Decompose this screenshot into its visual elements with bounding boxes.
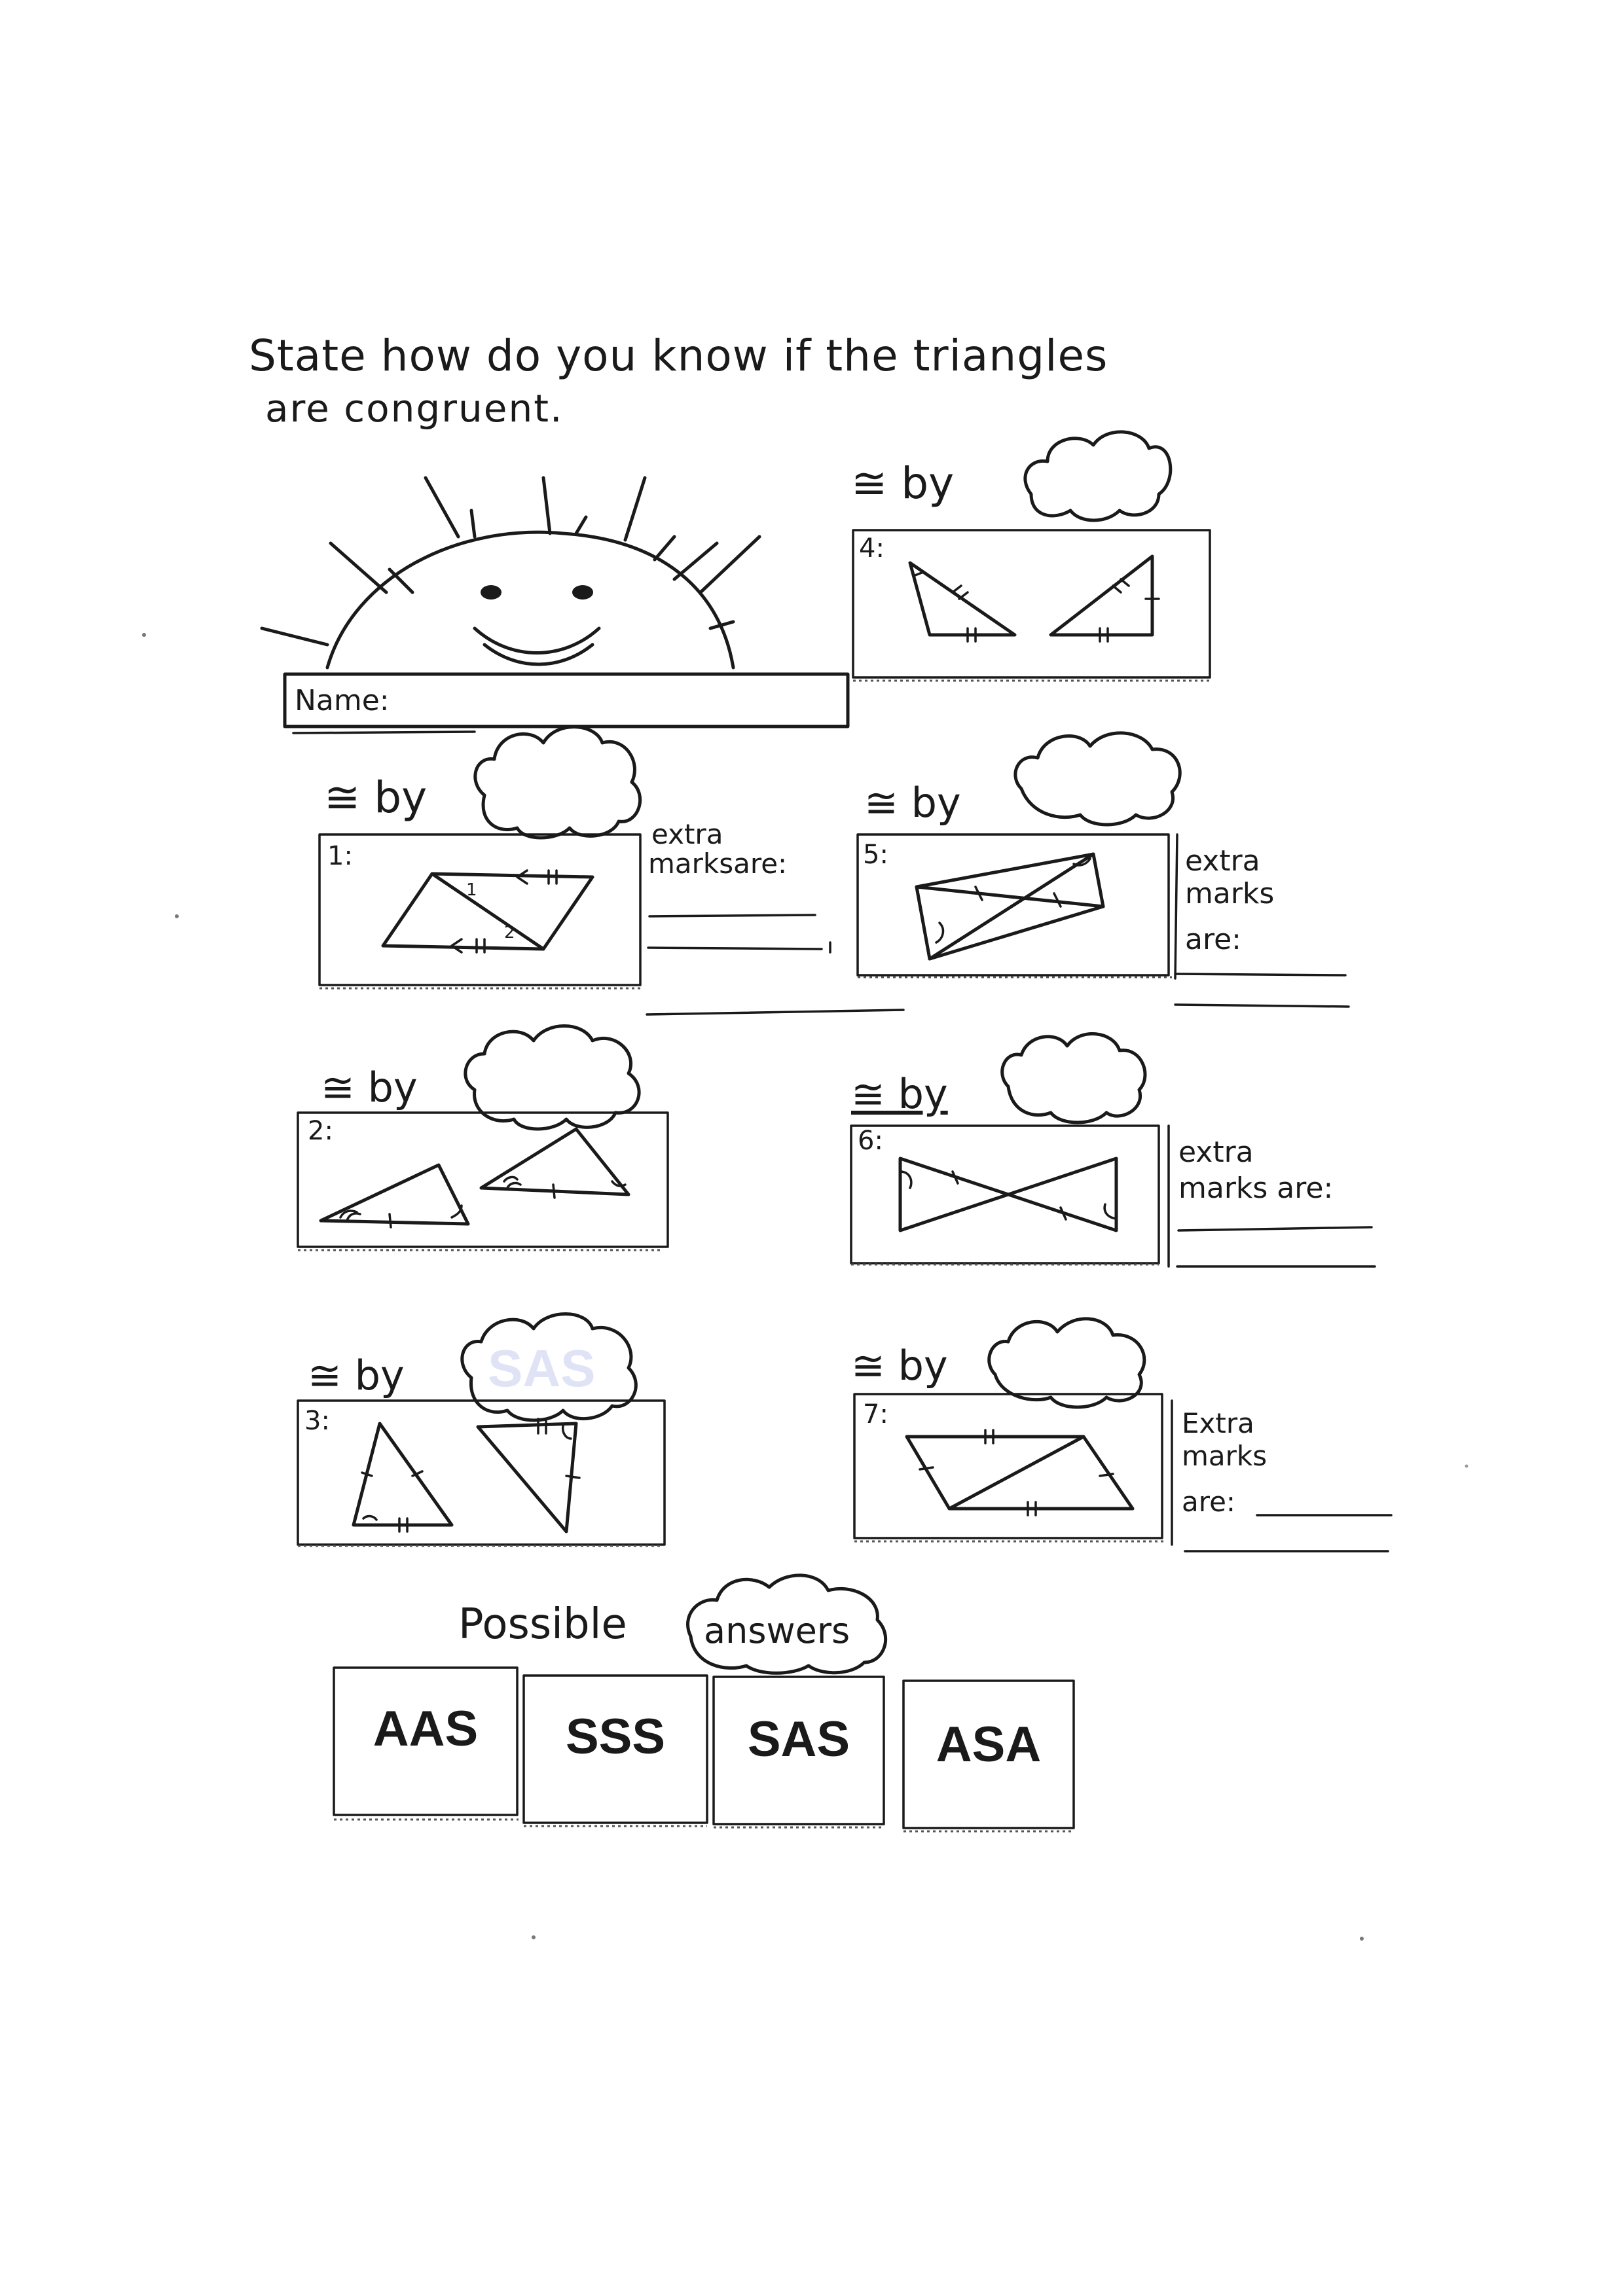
congruent-by-label-6: ≅ by [851,1070,948,1118]
answer-option-sas: SAS [747,1712,850,1767]
answer-cloud-6[interactable] [998,1028,1156,1126]
extra-marks-label-6a: extra [1178,1136,1254,1169]
possible-answers-label: Possible [458,1600,627,1649]
answer-cloud-5[interactable] [1012,730,1182,828]
sun-drawing [262,478,759,668]
problem-number-6: 6: [858,1126,883,1156]
extra-marks-input-1[interactable] [648,890,903,1014]
name-input[interactable] [393,681,838,721]
problem-number-5: 5: [863,840,888,870]
extra-marks-label-6b: marks are: [1178,1172,1334,1205]
congruent-by-label-2: ≅ by [321,1064,418,1111]
problem-number-2: 2: [308,1116,333,1146]
extra-marks-label-5a: extra [1185,844,1260,878]
possible-answers-cloud-label: answers [704,1610,850,1651]
answer-cloud-7[interactable] [985,1312,1152,1410]
diagram-angle-1-label: 1 [466,880,477,900]
extra-marks-label-5c: are: [1185,923,1241,956]
extra-marks-label-7a: Extra [1182,1407,1254,1439]
extra-marks-label-5b: marks [1185,877,1275,910]
answer-cloud-2[interactable] [462,1021,642,1132]
extra-marks-input-7[interactable] [1250,1479,1395,1554]
problem-number-4: 4: [859,533,884,564]
problem-number-7: 7: [863,1399,888,1429]
diagram-angle-2-label: 2 [504,923,515,942]
name-label: Name: [295,684,390,717]
answer-option-asa: ASA [936,1717,1042,1772]
congruent-by-label-4: ≅ by [851,458,955,509]
instructions-line-1: State how do you know if the triangles [249,331,1108,381]
extra-marks-label-1a: extra [651,818,723,850]
problem-number-3: 3: [304,1406,330,1436]
problem-number-1: 1: [327,841,353,871]
answer-cloud-4[interactable] [1025,432,1175,524]
answer-option-sss: SSS [565,1709,666,1765]
answer-option-aas: AAS [373,1701,479,1757]
sun-eye-left [481,585,501,600]
extra-marks-label-1b: marksare: [648,848,788,880]
instructions-line-2: are congruent. [265,386,564,431]
extra-marks-label-7b: marks [1182,1440,1267,1472]
extra-marks-input-5[interactable] [1178,956,1349,1008]
extra-marks-input-6[interactable] [1175,1208,1378,1270]
answer-cloud-3-watermark: SAS [488,1339,596,1397]
answer-cloud-1[interactable] [475,726,645,838]
congruent-by-label-1: ≅ by [324,772,428,823]
extra-marks-label-7c: are: [1182,1486,1236,1518]
congruent-by-label-3: ≅ by [308,1352,405,1399]
congruent-by-label-7: ≅ by [851,1342,948,1390]
congruent-by-label-5: ≅ by [864,779,961,827]
sun-eye-right [572,585,593,600]
